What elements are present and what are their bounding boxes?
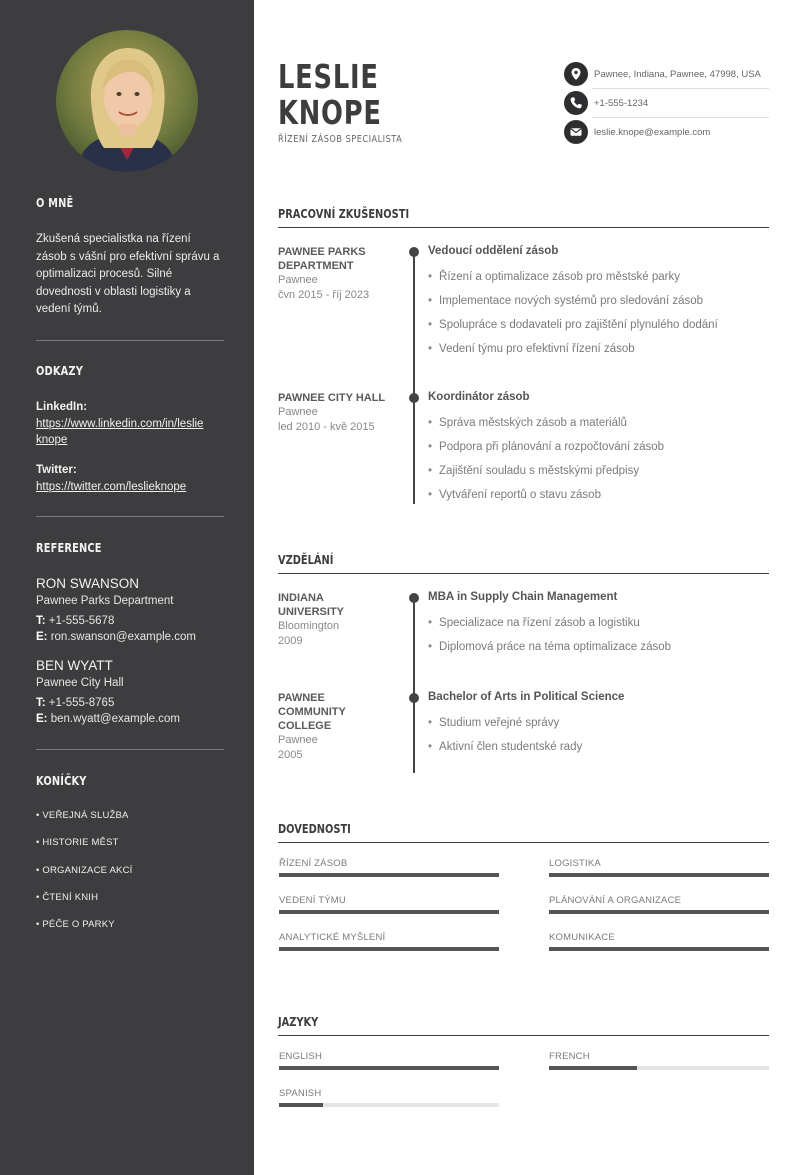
hobbies-heading: KONÍČKY — [36, 774, 87, 788]
school-location: Bloomington — [278, 620, 340, 632]
divider — [36, 516, 224, 517]
graduation-year: 2005 — [278, 749, 303, 761]
employment-dates: led 2010 - kvě 2015 — [278, 421, 375, 433]
hobby-item: • PÉČE O PARKY — [36, 919, 115, 930]
school-name: PAWNEE COMMUNITY COLLEGE — [278, 692, 346, 732]
email-value: ron.swanson@example.com — [50, 631, 196, 643]
contact-phone: +1-555-1234 — [594, 98, 649, 109]
reference-name: BEN WYATT — [36, 658, 113, 673]
employer-location: Pawnee — [278, 274, 318, 286]
skill-label: ANALYTICKÉ MYŠLENÍ — [279, 932, 386, 943]
phone-value: +1-555-5678 — [48, 615, 115, 627]
section-rule — [278, 842, 769, 843]
contact-email: leslie.knope@example.com — [594, 127, 711, 138]
first-name: LESLIE — [278, 57, 379, 96]
job-bullet: • Řízení a optimalizace zásob pro městské parky — [428, 271, 680, 283]
skill-label: ŘÍZENÍ ZÁSOB — [279, 858, 348, 869]
section-rule — [278, 573, 769, 574]
skill-level-fill — [549, 873, 769, 877]
language-level-bar — [279, 1103, 499, 1107]
skill-label: LOGISTIKA — [549, 858, 601, 869]
job-role: Koordinátor zásob — [428, 391, 530, 403]
job-bullet: • Správa městských zásob a materiálů — [428, 417, 627, 429]
phone-icon — [564, 91, 588, 115]
email-label: E: — [36, 713, 48, 725]
linkedin-link[interactable] — [36, 416, 226, 448]
divider — [36, 749, 224, 750]
experience-heading: PRACOVNÍ ZKUŠENOSTI — [278, 207, 410, 221]
twitter-label: Twitter: — [36, 464, 77, 476]
divider — [592, 117, 769, 118]
hobby-item: • ČTENÍ KNIH — [36, 892, 99, 903]
skill-label: KOMUNIKACE — [549, 932, 615, 943]
hobby-item: • ORGANIZACE AKCÍ — [36, 865, 133, 876]
skills-heading: DOVEDNOSTI — [278, 822, 351, 836]
reference-name: RON SWANSON — [36, 576, 140, 591]
section-rule — [278, 1035, 769, 1036]
links-heading: ODKAZY — [36, 364, 84, 378]
language-level-fill — [279, 1066, 499, 1070]
divider — [36, 340, 224, 341]
skill-label: PLÁNOVÁNÍ A ORGANIZACE — [549, 895, 682, 906]
degree-bullet: • Studium veřejné správy — [428, 717, 559, 729]
education-heading: VZDĚLÁNÍ — [278, 553, 334, 567]
reference-email — [36, 713, 180, 725]
phone-label: T: — [36, 615, 46, 627]
language-label: ENGLISH — [279, 1051, 323, 1062]
degree-bullet: • Aktivní člen studentské rady — [428, 741, 582, 753]
twitter-link[interactable]: https://twitter.com/leslieknope — [36, 481, 187, 493]
skill-level-fill — [279, 910, 499, 914]
linkedin-link-part1[interactable]: https://www.linkedin.com/in/leslie — [36, 418, 204, 430]
last-name: KNOPE — [278, 93, 382, 132]
timeline-dot — [409, 393, 419, 403]
employer-name: PAWNEE PARKS DEPARTMENT — [278, 246, 366, 272]
sidebar — [0, 0, 254, 1175]
job-bullet: • Podpora při plánování a rozpočtování zásob — [428, 441, 664, 453]
graduation-year: 2009 — [278, 635, 303, 647]
timeline-dot — [409, 593, 419, 603]
skill-level-bar — [549, 910, 769, 914]
about-text: Zkušená specialistka na řízení zásob s vášní pro efektivní správu a optimalizaci procesů. Silné dovednosti v oblasti logistiky a vedení týmů. — [36, 233, 220, 315]
reference-phone — [36, 615, 114, 627]
reference-org: Pawnee City Hall — [36, 677, 124, 689]
location-pin-icon — [564, 62, 588, 86]
skill-level-fill — [279, 947, 499, 951]
linkedin-link-part2[interactable]: knope — [36, 434, 68, 446]
language-label: FRENCH — [549, 1051, 590, 1062]
skill-level-bar — [279, 873, 499, 877]
hobby-item: • HISTORIE MĚST — [36, 837, 119, 848]
envelope-icon — [564, 120, 588, 144]
skill-label: VEDENÍ TÝMU — [279, 895, 346, 906]
phone-label: T: — [36, 697, 46, 709]
timeline-dot — [409, 247, 419, 257]
employer-location: Pawnee — [278, 406, 318, 418]
language-level-bar — [279, 1066, 499, 1070]
contact-address: Pawnee, Indiana, Pawnee, 47998, USA — [594, 69, 761, 80]
skill-level-bar — [279, 910, 499, 914]
timeline-line — [413, 598, 415, 773]
school-location: Pawnee — [278, 734, 318, 746]
timeline-dot — [409, 693, 419, 703]
job-bullet: • Vedení týmu pro efektivní řízení zásob — [428, 343, 635, 355]
skill-level-bar — [549, 947, 769, 951]
job-bullet: • Spolupráce s dodavateli pro zajištění plynulého dodání — [428, 319, 718, 331]
divider — [592, 88, 769, 89]
profile-photo — [56, 30, 198, 172]
job-title: ŘÍZENÍ ZÁSOB SPECIALISTA — [278, 134, 403, 145]
email-label: E: — [36, 631, 48, 643]
section-rule — [278, 227, 769, 228]
language-label: SPANISH — [279, 1088, 322, 1099]
degree-bullet: • Specializace na řízení zásob a logistiku — [428, 617, 640, 629]
references-heading: REFERENCE — [36, 541, 102, 555]
degree-title: Bachelor of Arts in Political Science — [428, 691, 625, 703]
reference-email — [36, 631, 196, 643]
phone-value: +1-555-8765 — [48, 697, 115, 709]
about-heading: O MNĚ — [36, 196, 74, 210]
languages-heading: JAZYKY — [278, 1015, 319, 1029]
email-value: ben.wyatt@example.com — [50, 713, 180, 725]
degree-title: MBA in Supply Chain Management — [428, 591, 618, 603]
skill-level-fill — [549, 947, 769, 951]
reference-org: Pawnee Parks Department — [36, 595, 174, 607]
language-level-bar — [549, 1066, 769, 1070]
skill-level-fill — [279, 873, 499, 877]
skill-level-bar — [279, 947, 499, 951]
job-bullet: • Zajištění souladu s městskými předpisy — [428, 465, 639, 477]
timeline-line — [413, 252, 415, 504]
language-level-fill — [549, 1066, 637, 1070]
language-level-fill — [279, 1103, 323, 1107]
hobby-item: • VEŘEJNÁ SLUŽBA — [36, 810, 129, 821]
job-role: Vedoucí oddělení zásob — [428, 245, 559, 257]
school-name: INDIANA UNIVERSITY — [278, 592, 345, 618]
job-bullet: • Implementace nových systémů pro sledování zásob — [428, 295, 703, 307]
employment-dates: čvn 2015 - říj 2023 — [278, 289, 370, 301]
employer-name: PAWNEE CITY HALL — [278, 392, 386, 404]
linkedin-label: LinkedIn: — [36, 401, 88, 413]
degree-bullet: • Diplomová práce na téma optimalizace zásob — [428, 641, 671, 653]
reference-phone — [36, 697, 114, 709]
skill-level-fill — [549, 910, 769, 914]
skill-level-bar — [549, 873, 769, 877]
job-bullet: • Vytváření reportů o stavu zásob — [428, 489, 601, 501]
